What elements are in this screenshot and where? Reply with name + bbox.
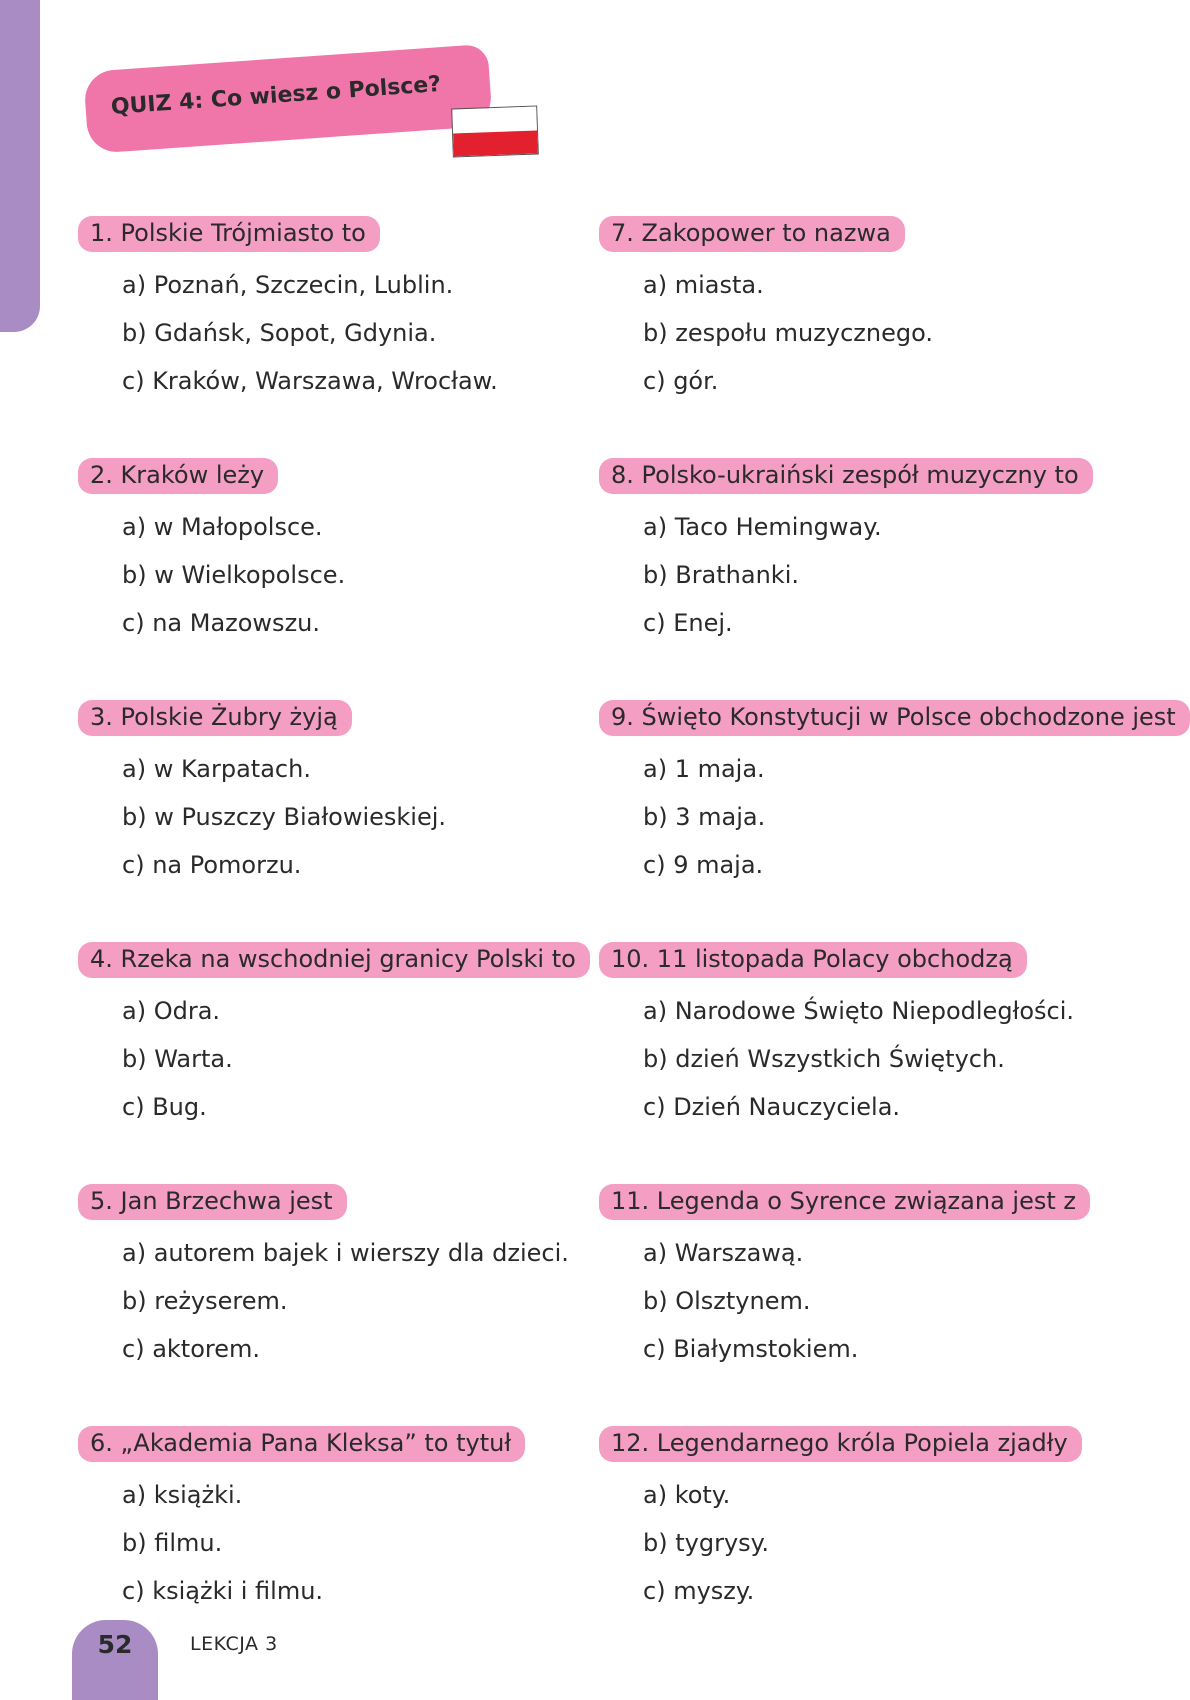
page-number: 52 bbox=[97, 1630, 133, 1659]
question-label: 1. Polskie Trójmiasto to bbox=[78, 216, 380, 252]
answer-a[interactable]: a) w Małopolsce. bbox=[122, 513, 323, 541]
question-label: 9. Święto Konstytucji w Polsce obchodzone jest bbox=[599, 700, 1190, 736]
page-number-tab bbox=[72, 1620, 158, 1700]
answer-b[interactable]: b) filmu. bbox=[122, 1529, 223, 1557]
answer-c[interactable]: c) Białymstokiem. bbox=[643, 1335, 859, 1363]
answer-b[interactable]: b) w Wielkopolsce. bbox=[122, 561, 346, 589]
question-label: 7. Zakopower to nazwa bbox=[599, 216, 905, 252]
answer-a[interactable]: a) miasta. bbox=[643, 271, 764, 299]
answer-a[interactable]: a) Poznań, Szczecin, Lublin. bbox=[122, 271, 454, 299]
answer-c[interactable]: c) aktorem. bbox=[122, 1335, 260, 1363]
question-10 bbox=[599, 942, 1159, 1122]
answer-b[interactable]: b) Brathanki. bbox=[643, 561, 799, 589]
question-9 bbox=[599, 700, 1176, 880]
answer-b[interactable]: b) zespołu muzycznego. bbox=[643, 319, 933, 347]
answer-c[interactable]: c) na Mazowszu. bbox=[122, 609, 320, 637]
question-label: 10. 11 listopada Polacy obchodzą bbox=[599, 942, 1027, 978]
answer-a[interactable]: a) autorem bajek i wierszy dla dzieci. bbox=[122, 1239, 569, 1267]
answer-c[interactable]: c) na Pomorzu. bbox=[122, 851, 302, 879]
answer-c[interactable]: c) Enej. bbox=[643, 609, 733, 637]
answer-a[interactable]: a) Narodowe Święto Niepodległości. bbox=[643, 997, 1075, 1025]
question-label: 12. Legendarnego króla Popiela zjadły bbox=[599, 1426, 1082, 1462]
answer-c[interactable]: c) Bug. bbox=[122, 1093, 207, 1121]
lesson-label: LEKCJA 3 bbox=[190, 1633, 278, 1655]
question-7 bbox=[599, 216, 1159, 396]
answer-b[interactable]: b) Gdańsk, Sopot, Gdynia. bbox=[122, 319, 437, 347]
answer-c[interactable]: c) gór. bbox=[643, 367, 719, 395]
polish-flag-icon bbox=[451, 106, 539, 158]
question-label: 8. Polsko-ukraiński zespół muzyczny to bbox=[599, 458, 1093, 494]
question-label: 3. Polskie Żubry żyją bbox=[78, 700, 352, 736]
question-2 bbox=[78, 458, 638, 638]
question-8 bbox=[599, 458, 1159, 638]
question-3 bbox=[78, 700, 638, 880]
question-1 bbox=[78, 216, 638, 396]
answer-c[interactable]: c) Kraków, Warszawa, Wrocław. bbox=[122, 367, 498, 395]
answer-c[interactable]: c) 9 maja. bbox=[643, 851, 764, 879]
question-5 bbox=[78, 1184, 638, 1364]
answer-c[interactable]: c) myszy. bbox=[643, 1577, 755, 1605]
answer-c[interactable]: c) książki i filmu. bbox=[122, 1577, 324, 1605]
answer-b[interactable]: b) tygrysy. bbox=[643, 1529, 770, 1557]
answer-a[interactable]: a) Warszawą. bbox=[643, 1239, 804, 1267]
page-title: QUIZ 4: Co wiesz o Polsce? bbox=[110, 71, 442, 120]
side-tab-decoration bbox=[0, 0, 40, 332]
answer-a[interactable]: a) w Karpatach. bbox=[122, 755, 311, 783]
question-12 bbox=[599, 1426, 1159, 1606]
question-label: 4. Rzeka na wschodniej granicy Polski to bbox=[78, 942, 590, 978]
question-label: 6. „Akademia Pana Kleksa” to tytuł bbox=[78, 1426, 525, 1462]
answer-a[interactable]: a) Taco Hemingway. bbox=[643, 513, 882, 541]
answer-b[interactable]: b) reżyserem. bbox=[122, 1287, 288, 1315]
answer-a[interactable]: a) 1 maja. bbox=[643, 755, 765, 783]
answer-b[interactable]: b) 3 maja. bbox=[643, 803, 766, 831]
answer-b[interactable]: b) Olsztynem. bbox=[643, 1287, 811, 1315]
question-11 bbox=[599, 1184, 1159, 1364]
answer-a[interactable]: a) książki. bbox=[122, 1481, 243, 1509]
question-label: 11. Legenda o Syrence związana jest z bbox=[599, 1184, 1090, 1220]
question-label: 2. Kraków leży bbox=[78, 458, 278, 494]
answer-a[interactable]: a) Odra. bbox=[122, 997, 221, 1025]
answer-b[interactable]: b) Warta. bbox=[122, 1045, 233, 1073]
answer-b[interactable]: b) w Puszczy Białowieskiej. bbox=[122, 803, 447, 831]
answer-b[interactable]: b) dzień Wszystkich Świętych. bbox=[643, 1045, 1005, 1073]
answer-c[interactable]: c) Dzień Nauczyciela. bbox=[643, 1093, 901, 1121]
question-label: 5. Jan Brzechwa jest bbox=[78, 1184, 347, 1220]
answer-a[interactable]: a) koty. bbox=[643, 1481, 731, 1509]
question-6 bbox=[78, 1426, 638, 1606]
question-4 bbox=[78, 942, 638, 1122]
